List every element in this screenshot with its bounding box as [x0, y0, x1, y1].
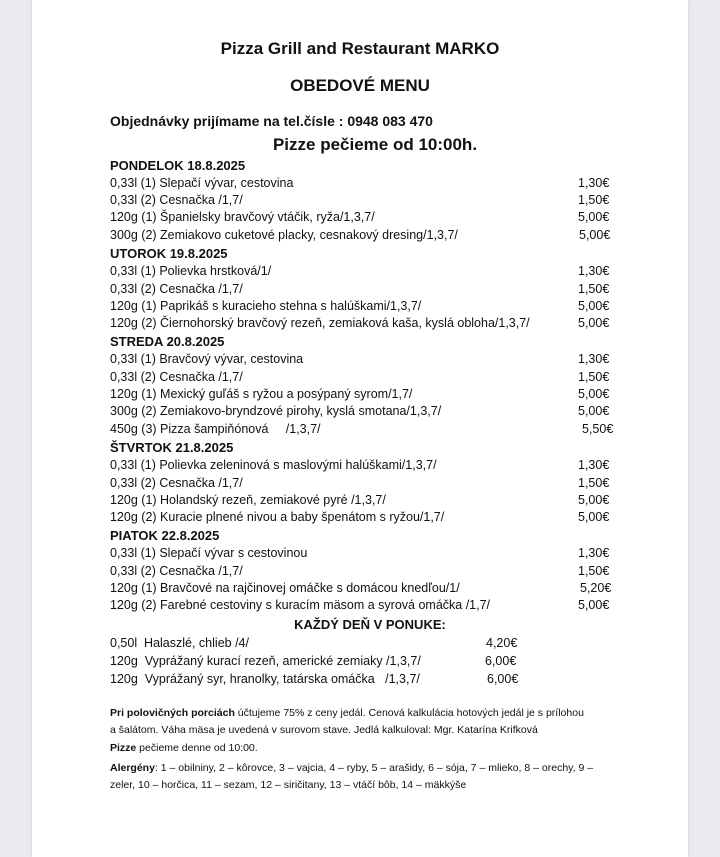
- allergen-note-text: : 1 – obilniny, 2 – kôrovce, 3 – vajcia, 4 – ryby, 5 – arašidy, 6 – sója, 7 – mlieko, 8 – orechy, 9 –: [154, 762, 594, 774]
- menu-item-price: 5,00€: [578, 493, 610, 507]
- restaurant-name: Pizza Grill and Restaurant MARKO: [220, 39, 500, 58]
- menu-item: 120g (1) Španielsky bravčový vtáčik, ryža/1,3,7/: [110, 210, 375, 224]
- menu-item: 0,33l (2) Cesnačka /1,7/: [110, 476, 243, 490]
- menu-item: 120g (2) Kuracie plnené nivou a baby špenátom s ryžou/1,7/: [110, 510, 445, 524]
- pizza-time: Pizze pečieme od 10:00h.: [272, 135, 478, 154]
- allergen-note: [110, 762, 593, 774]
- day-heading: ŠTVRTOK 21.8.2025: [110, 440, 234, 455]
- portion-note-line2: a šalátom. Váha mäsa je uvedená v surovom stave. Jedlá kalkuloval: Mgr. Katarína Krifková: [110, 724, 538, 736]
- menu-item: 300g (2) Zemiakovo cuketové placky, cesnakový dresing/1,3,7/: [110, 228, 458, 242]
- menu-item-price: 5,00€: [578, 299, 610, 313]
- menu-item: 0,33l (2) Cesnačka /1,7/: [110, 564, 243, 578]
- menu-item: 120g (2) Farebné cestoviny s kuracím mäsom a syrová omáčka /1,7/: [110, 598, 491, 612]
- portion-note: [110, 707, 584, 719]
- menu-item: 120g (1) Holandský rezeň, zemiakové pyré /1,3,7/: [110, 493, 386, 507]
- menu-item: 0,33l (1) Polievka hrstková/1/: [110, 264, 272, 278]
- everyday-item-price: 6,00€: [485, 654, 517, 668]
- menu-item-price: 1,50€: [578, 564, 610, 578]
- menu-item-price: 1,50€: [578, 282, 610, 296]
- menu-item-price: 1,30€: [578, 458, 610, 472]
- day-heading: PIATOK 22.8.2025: [110, 528, 220, 543]
- menu-item: 0,33l (1) Slepačí vývar s cestovinou: [110, 546, 308, 560]
- menu-item-price: 1,50€: [578, 476, 610, 490]
- pizza-note: [110, 742, 258, 754]
- menu-item-price: 5,00€: [578, 210, 610, 224]
- menu-item: 0,33l (2) Cesnačka /1,7/: [110, 282, 243, 296]
- order-phone: Objednávky prijímame na tel.čísle : 0948 083 470: [110, 113, 433, 129]
- menu-item-price: 5,50€: [582, 422, 614, 436]
- menu-item-price: 5,00€: [578, 510, 610, 524]
- menu-item-price: 1,30€: [578, 264, 610, 278]
- menu-item-price: 5,00€: [578, 598, 610, 612]
- allergen-note-line2: zeler, 10 – horčica, 11 – sezam, 12 – siričitany, 13 – vtáčí bôb, 14 – mäkkýše: [110, 779, 467, 791]
- menu-item-price: 5,00€: [578, 387, 610, 401]
- day-heading: PONDELOK 18.8.2025: [110, 158, 246, 173]
- menu-item-price: 1,30€: [578, 176, 610, 190]
- menu-item: 0,33l (1) Polievka zeleninová s maslovými halúškami/1,3,7/: [110, 458, 437, 472]
- menu-item: 120g (2) Čiernohorský bravčový rezeň, zemiaková kaša, kyslá obloha/1,3,7/: [110, 316, 530, 330]
- everyday-item: 120g Vyprážaný kurací rezeň, americké zemiaky /1,3,7/: [110, 654, 421, 668]
- menu-item-price: 1,30€: [578, 546, 610, 560]
- day-heading: STREDA 20.8.2025: [110, 334, 225, 349]
- everyday-item: 120g Vyprážaný syr, hranolky, tatárska omáčka /1,3,7/: [110, 672, 420, 686]
- everyday-item-price: 6,00€: [487, 672, 519, 686]
- everyday-item-price: 4,20€: [486, 636, 518, 650]
- menu-item: 450g (3) Pizza šampiňónová /1,3,7/: [110, 422, 321, 436]
- pizza-note-bold: Pizze: [110, 742, 137, 754]
- everyday-heading: KAŽDÝ DEŇ V PONUKE:: [294, 617, 446, 632]
- menu-item-price: 1,50€: [578, 370, 610, 384]
- menu-item-price: 1,30€: [578, 352, 610, 366]
- menu-item: 300g (2) Zemiakovo-bryndzové pirohy, kyslá smotana/1,3,7/: [110, 404, 442, 418]
- menu-item-price: 5,00€: [579, 228, 611, 242]
- pizza-note-text: pečieme denne od 10:00.: [136, 742, 258, 754]
- menu-item-price: 1,50€: [578, 193, 610, 207]
- allergen-note-bold: Alergény: [110, 762, 155, 774]
- menu-item: 120g (1) Paprikáš s kuracieho stehna s halúškami/1,3,7/: [110, 299, 422, 313]
- day-heading: UTOROK 19.8.2025: [110, 246, 228, 261]
- menu-item: 0,33l (1) Slepačí vývar, cestovina: [110, 176, 294, 190]
- menu-title: OBEDOVÉ MENU: [290, 76, 430, 95]
- menu-item: 0,33l (2) Cesnačka /1,7/: [110, 370, 243, 384]
- everyday-item: 0,50l Halaszlé, chlieb /4/: [110, 636, 249, 650]
- portion-note-text: účtujeme 75% z ceny jedál. Cenová kalkulácia hotových jedál je s prílohou: [234, 707, 584, 719]
- menu-item-price: 5,20€: [580, 581, 612, 595]
- menu-item: 0,33l (2) Cesnačka /1,7/: [110, 193, 243, 207]
- menu-item: 0,33l (1) Bravčový vývar, cestovina: [110, 352, 304, 366]
- portion-note-bold: Pri polovičných porciách: [110, 707, 235, 719]
- menu-item-price: 5,00€: [578, 316, 610, 330]
- menu-item-price: 5,00€: [578, 404, 610, 418]
- menu-item: 120g (1) Bravčové na rajčinovej omáčke s domácou knedľou/1/: [110, 581, 460, 595]
- menu-item: 120g (1) Mexický guľáš s ryžou a posýpaný syrom/1,7/: [110, 387, 413, 401]
